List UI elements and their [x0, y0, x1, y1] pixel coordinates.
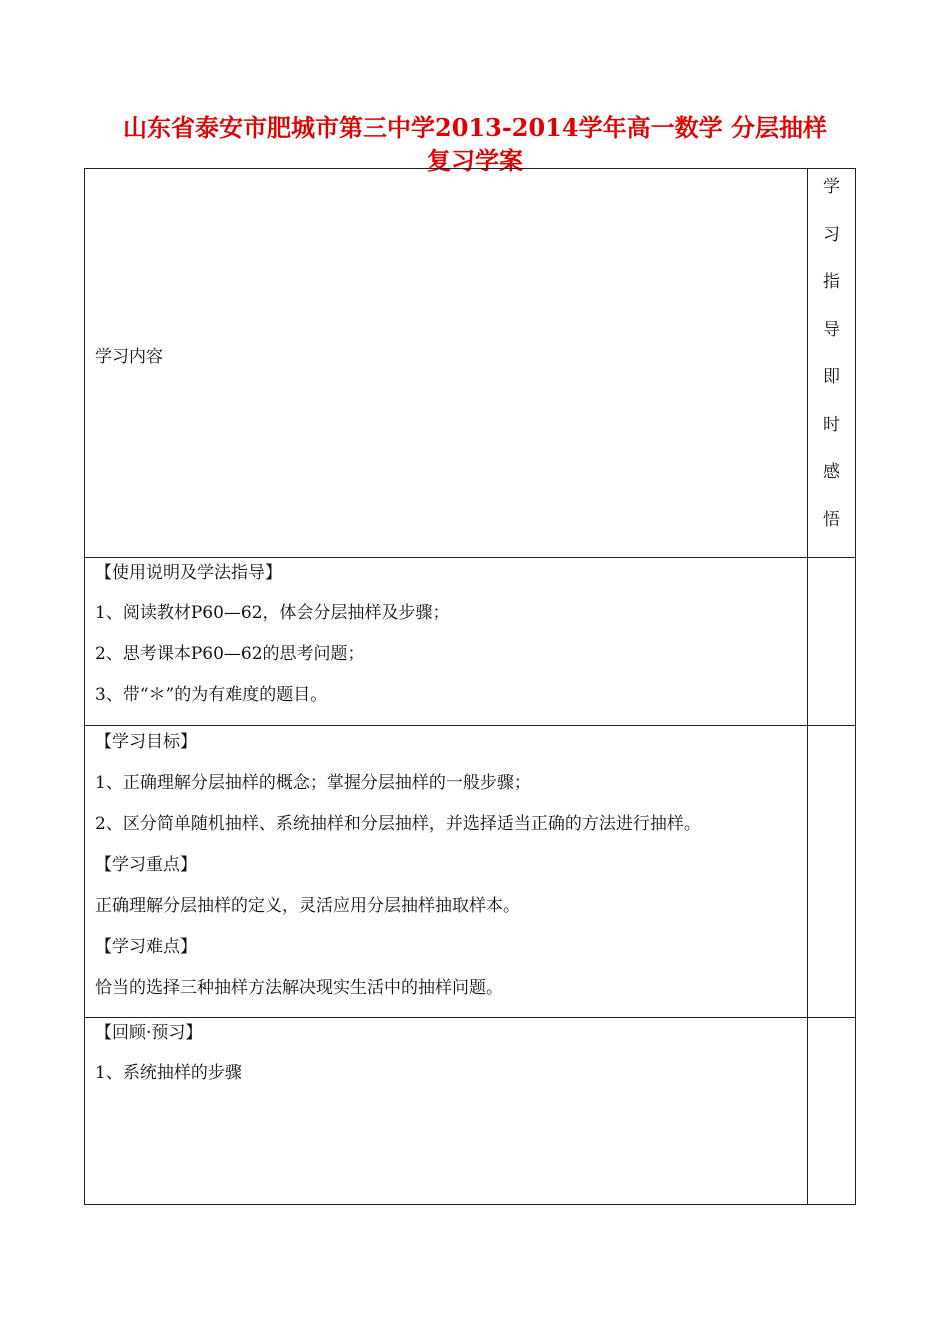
side-char: 感: [822, 462, 840, 482]
instructions-cell: [85, 558, 808, 726]
side-char: 悟: [822, 509, 840, 530]
title-line-1: 山东省泰安市肥城市第三中学2013-2014学年高一数学 分层抽样: [123, 113, 827, 142]
side-char: 指: [822, 272, 840, 292]
focus-text: 正确理解分层抽样的定义，灵活应用分层抽样抽取样本。: [95, 896, 520, 916]
side-char: 即: [822, 367, 840, 387]
instruction-item: 2、思考课本P60—62的思考问题；: [95, 644, 365, 664]
review-heading: 【回顾·预习】: [95, 1023, 203, 1043]
instruction-item: 3、带“＊”的为有难度的题目。: [95, 685, 328, 705]
guidance-cell: [807, 726, 855, 1018]
header-row: [85, 169, 856, 558]
side-char: 导: [822, 319, 840, 340]
review-row: [85, 1018, 856, 1205]
review-cell: [85, 1018, 808, 1205]
difficulty-heading: 【学习难点】: [95, 937, 197, 957]
guidance-cell: [807, 1018, 855, 1205]
instructions-row: [85, 558, 856, 726]
difficulty-text: 恰当的选择三种抽样方法解决现实生活中的抽样问题。: [95, 978, 503, 998]
goals-cell: [85, 726, 808, 1018]
content-label-cell: [85, 169, 808, 558]
guidance-cell: [807, 558, 855, 726]
side-char: 习: [822, 224, 840, 245]
goals-row: [85, 726, 856, 1018]
instructions-heading: 【使用说明及学法指导】: [95, 563, 282, 583]
focus-heading: 【学习重点】: [95, 855, 197, 875]
review-item: 1、系统抽样的步骤: [95, 1063, 242, 1083]
goal-item: 2、区分简单随机抽样、系统抽样和分层抽样，并选择适当正确的方法进行抽样。: [95, 814, 701, 834]
goals-heading: 【学习目标】: [95, 732, 197, 752]
content-label: 学习内容: [95, 347, 163, 367]
side-char: 学: [822, 177, 840, 197]
goal-item: 1、正确理解分层抽样的概念；掌握分层抽样的一般步骤；: [95, 773, 531, 793]
title-line-2: 复习学案: [427, 146, 523, 175]
side-char: 时: [822, 414, 840, 435]
guidance-column-header: [807, 169, 855, 558]
study-plan-table: [84, 168, 856, 1205]
instruction-item: 1、阅读教材P60—62，体会分层抽样及步骤；: [95, 603, 450, 623]
